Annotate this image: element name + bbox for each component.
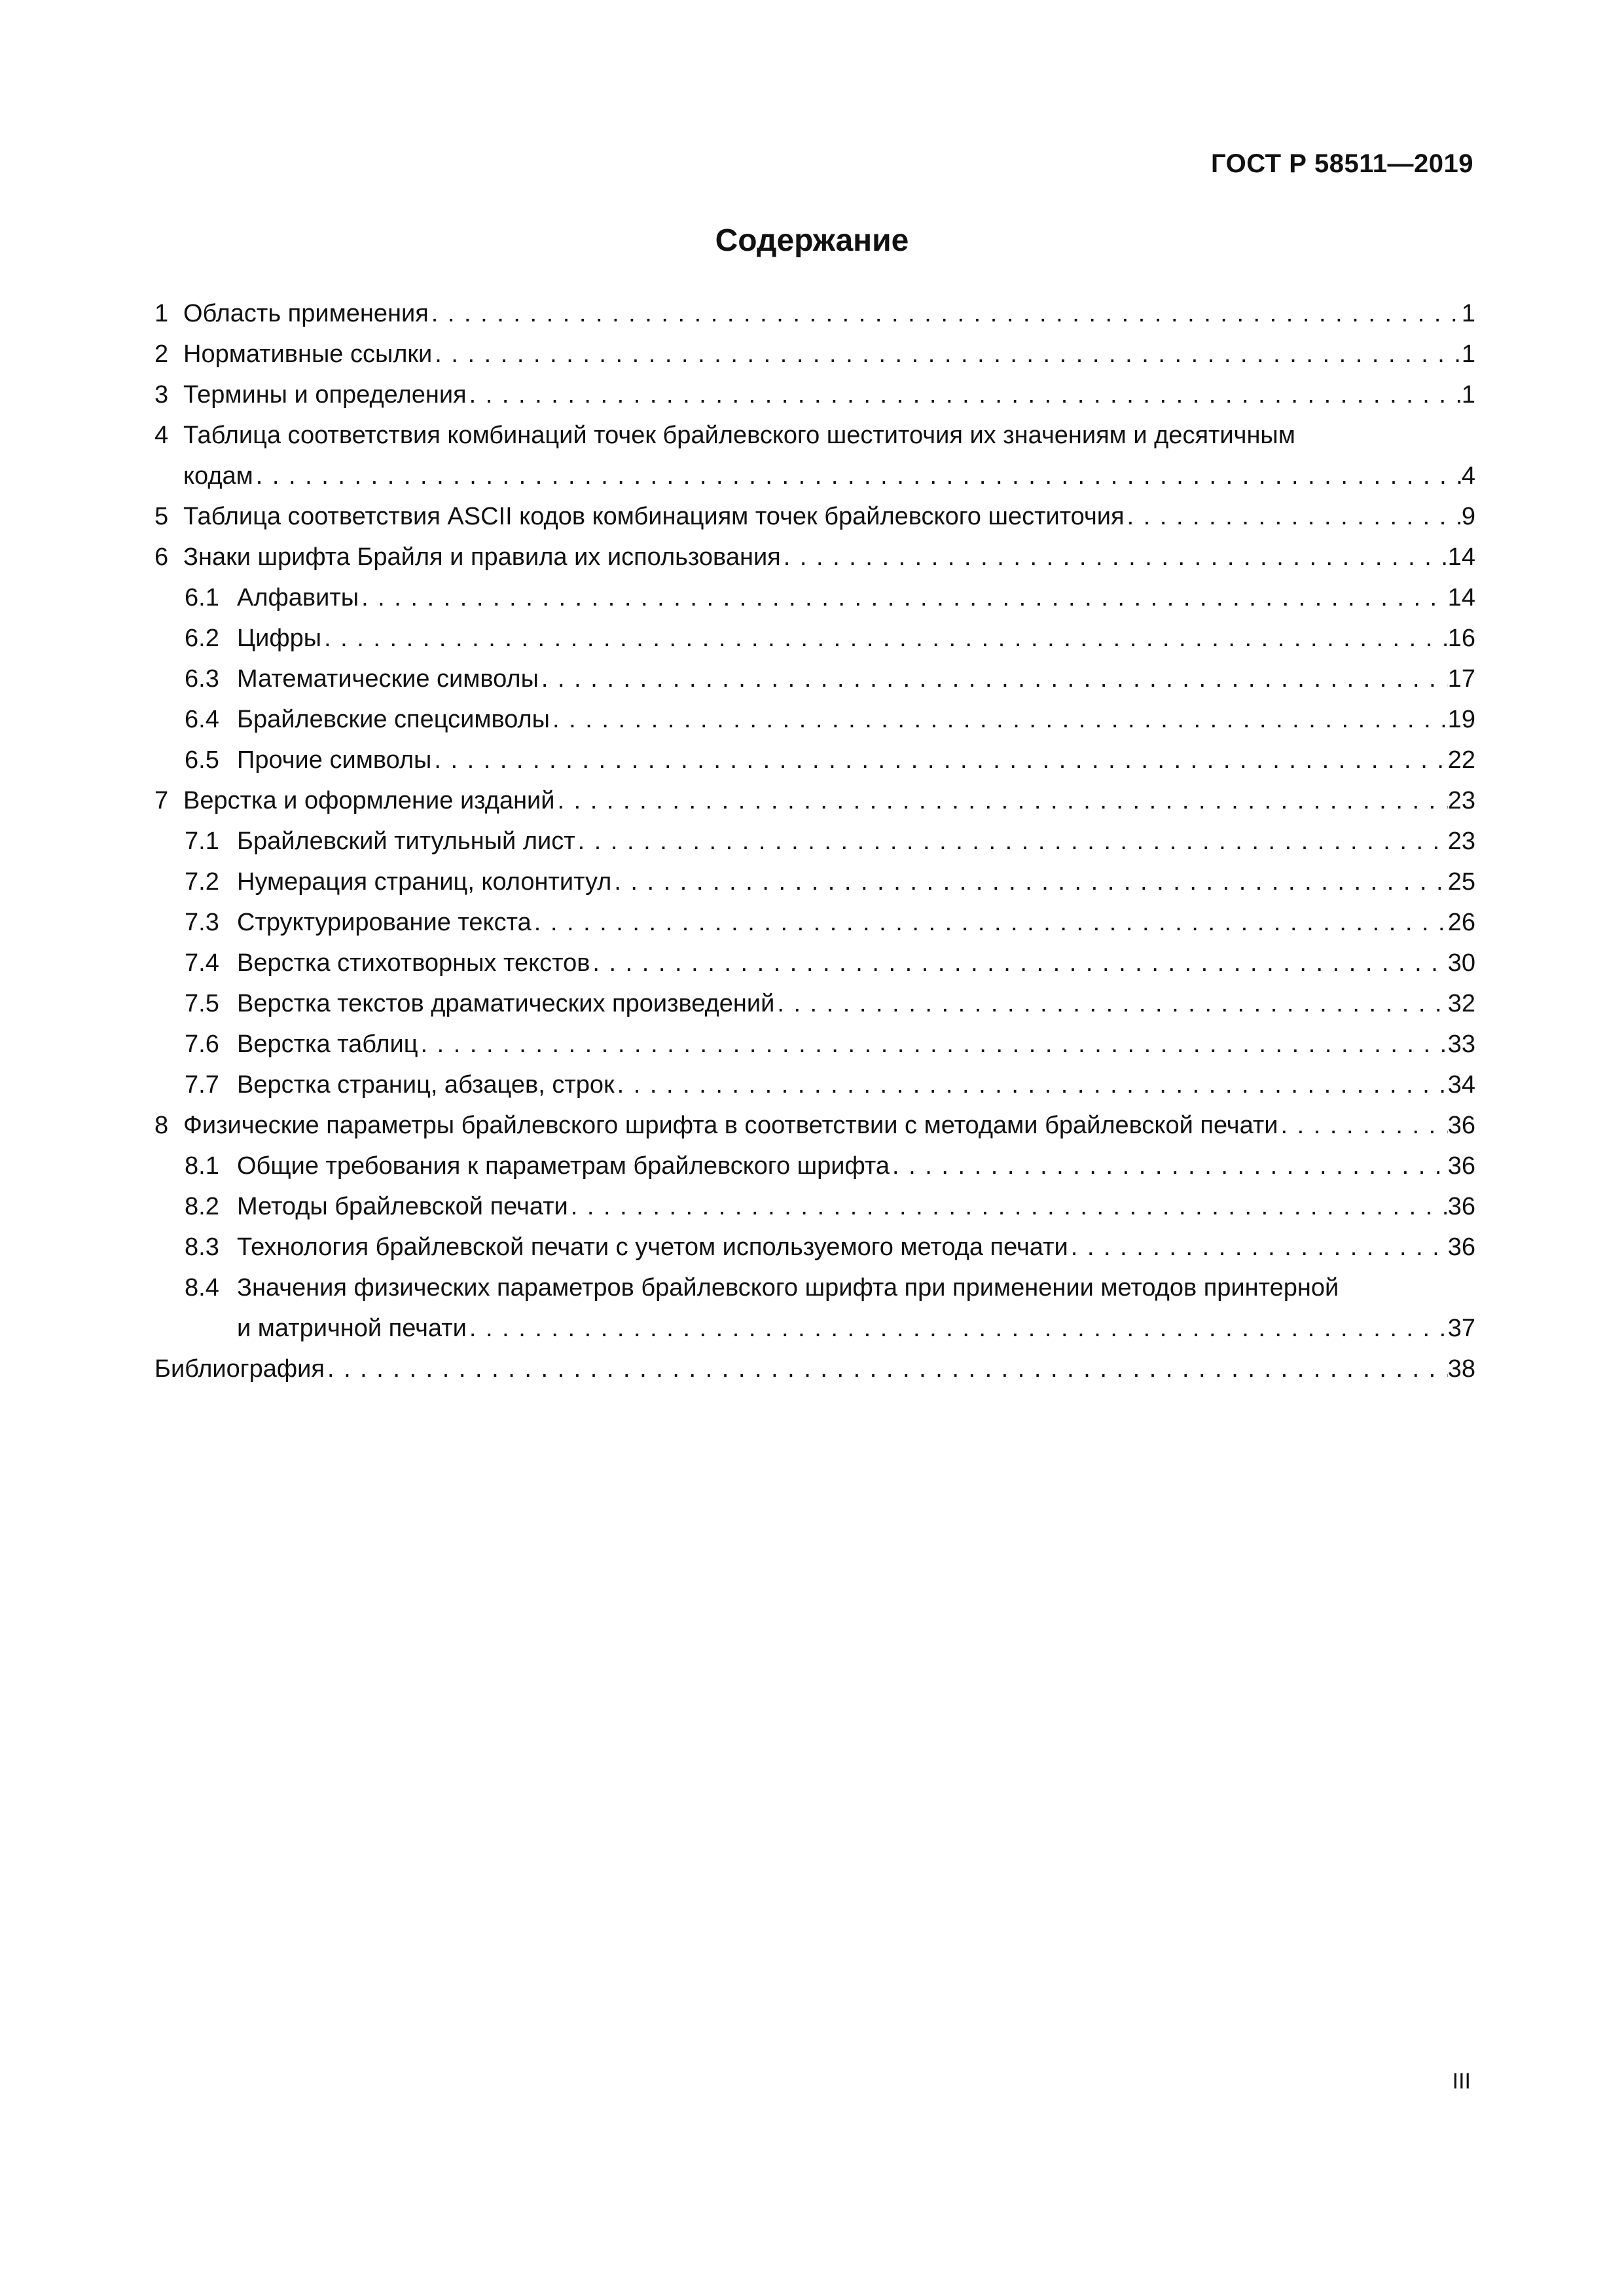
- toc-entry[interactable]: [154, 577, 1475, 618]
- toc-entry-number: 4: [154, 422, 169, 449]
- toc-entry-number: 3: [154, 381, 169, 409]
- toc-entry-page: 33: [1447, 1030, 1475, 1058]
- toc-leader-dots: [359, 577, 1448, 618]
- toc-entry-text: Библиография: [154, 1355, 325, 1383]
- toc-entry-text: Верстка текстов драматических произведений: [237, 990, 775, 1017]
- document-code: ГОСТ Р 58511—2019: [1211, 149, 1473, 178]
- toc-entry-page: 36: [1447, 1152, 1475, 1180]
- toc-leader-dots: [550, 699, 1448, 740]
- toc-leader-dots: [325, 1349, 1448, 1389]
- toc-entry-text: кодам: [183, 462, 253, 490]
- toc-entry-text: Брайлевские спецсимволы: [237, 706, 550, 733]
- toc-entry-number: 1: [154, 300, 169, 327]
- toc-entry-page: 23: [1447, 828, 1475, 855]
- toc-leader-dots: [1125, 496, 1462, 537]
- table-of-contents: [154, 293, 1475, 1389]
- toc-leader-dots: [890, 1146, 1448, 1186]
- toc-entry-text-first-line: Значения физических параметров брайлевского шрифта при применении методов принтерной: [237, 1274, 1339, 1302]
- toc-entry-page: 1: [1461, 381, 1475, 409]
- toc-entry[interactable]: [154, 983, 1475, 1024]
- toc-entry-page: 1: [1461, 300, 1475, 327]
- toc-entry-page: 19: [1447, 706, 1475, 733]
- toc-entry[interactable]: [154, 943, 1475, 983]
- toc-leader-dots: [532, 902, 1448, 943]
- toc-entry-number: 6: [154, 543, 169, 571]
- toc-entry-page: 30: [1447, 949, 1475, 977]
- toc-leader-dots: [774, 983, 1447, 1024]
- toc-entry[interactable]: [154, 334, 1475, 374]
- toc-entry[interactable]: [154, 659, 1475, 699]
- toc-entry-number: 8.2: [185, 1193, 219, 1220]
- toc-entry-number: 6.1: [185, 584, 219, 611]
- toc-entry-text: Методы брайлевской печати: [237, 1193, 568, 1220]
- toc-entry[interactable]: [154, 293, 1475, 334]
- toc-leader-dots: [431, 740, 1447, 780]
- toc-entry[interactable]: [154, 1105, 1475, 1146]
- toc-entry[interactable]: [154, 537, 1475, 577]
- toc-entry[interactable]: [154, 780, 1475, 821]
- toc-leader-dots: [418, 1024, 1448, 1065]
- toc-entry-page: 36: [1447, 1193, 1475, 1220]
- toc-entry-page: 14: [1447, 543, 1475, 571]
- toc-entry-page: 36: [1447, 1112, 1475, 1139]
- toc-leader-dots: [253, 456, 1462, 496]
- toc-entry-text: Термины и определения: [183, 381, 467, 409]
- toc-entry[interactable]: [154, 1349, 1475, 1389]
- toc-entry-text: Верстка страниц, абзацев, строк: [237, 1071, 615, 1099]
- toc-entry-text: Физические параметры брайлевского шрифта в соответствии с методами брайлевской печати: [183, 1112, 1278, 1139]
- toc-entry-text: Цифры: [237, 625, 322, 652]
- toc-entry-page: 17: [1447, 665, 1475, 693]
- toc-entry-page: 38: [1447, 1355, 1475, 1383]
- toc-entry[interactable]: [154, 862, 1475, 902]
- toc-entry[interactable]: [154, 821, 1475, 862]
- toc-entry-number: 6.4: [185, 706, 219, 733]
- toc-entry[interactable]: [154, 699, 1475, 740]
- toc-entry-number: 7.1: [185, 828, 219, 855]
- toc-title: Содержание: [715, 223, 909, 258]
- toc-entry-number: 7.4: [185, 949, 219, 977]
- toc-entry[interactable]: [154, 1227, 1475, 1267]
- toc-entry[interactable]: [154, 1267, 1475, 1349]
- toc-entry[interactable]: [154, 740, 1475, 780]
- toc-entry-text: Область применения: [183, 300, 429, 327]
- toc-entry-page: 22: [1447, 746, 1475, 774]
- toc-entry[interactable]: [154, 496, 1475, 537]
- page-number: III: [1452, 2069, 1471, 2094]
- toc-entry-text: Брайлевский титульный лист: [237, 828, 575, 855]
- toc-entry-text: Общие требования к параметрам брайлевского шрифта: [237, 1152, 890, 1180]
- toc-entry-text: Знаки шрифта Брайля и правила их использования: [183, 543, 781, 571]
- toc-entry-page: 26: [1447, 909, 1475, 936]
- toc-leader-dots: [432, 334, 1462, 374]
- toc-entry-text: Прочие символы: [237, 746, 432, 774]
- toc-leader-dots: [539, 659, 1448, 699]
- toc-entry-page: 36: [1447, 1233, 1475, 1261]
- toc-leader-dots: [1068, 1227, 1448, 1267]
- toc-entry-number: 8.4: [185, 1274, 219, 1302]
- toc-entry-number: 7.3: [185, 909, 219, 936]
- toc-entry-number: 2: [154, 340, 169, 368]
- toc-leader-dots: [467, 1308, 1448, 1349]
- toc-leader-dots: [467, 374, 1462, 415]
- toc-entry-text: Таблица соответствия ASCII кодов комбинациям точек брайлевского шеститочия: [183, 503, 1125, 530]
- toc-entry-number: 8.3: [185, 1233, 219, 1261]
- toc-entry-text: Алфавиты: [237, 584, 359, 611]
- toc-entry-number: 6.2: [185, 625, 219, 652]
- toc-entry[interactable]: [154, 1146, 1475, 1186]
- toc-entry[interactable]: [154, 618, 1475, 659]
- toc-entry-number: 8: [154, 1112, 169, 1139]
- toc-entry-text-first-line: Таблица соответствия комбинаций точек брайлевского шеститочия их значениям и десятичным: [183, 422, 1295, 449]
- toc-leader-dots: [321, 618, 1448, 659]
- toc-entry-page: 4: [1461, 462, 1475, 490]
- toc-leader-dots: [781, 537, 1448, 577]
- toc-entry-text: и матричной печати: [237, 1315, 467, 1342]
- toc-entry-text: Технология брайлевской печати с учетом используемого метода печати: [237, 1233, 1068, 1261]
- toc-entry-page: 16: [1447, 625, 1475, 652]
- toc-entry-page: 34: [1447, 1071, 1475, 1099]
- toc-leader-dots: [555, 780, 1448, 821]
- toc-entry-page: 32: [1447, 990, 1475, 1017]
- toc-entry-number: 7: [154, 787, 169, 814]
- toc-entry-number: 7.7: [185, 1071, 219, 1099]
- toc-entry-number: 7.6: [185, 1030, 219, 1058]
- toc-entry-page: 9: [1461, 503, 1475, 530]
- toc-entry-text: Верстка таблиц: [237, 1030, 418, 1058]
- toc-entry-text: Верстка стихотворных текстов: [237, 949, 590, 977]
- toc-entry-text: Верстка и оформление изданий: [183, 787, 555, 814]
- toc-leader-dots: [590, 943, 1447, 983]
- toc-entry[interactable]: [154, 1186, 1475, 1227]
- toc-entry-number: 7.2: [185, 868, 219, 896]
- toc-entry-number: 7.5: [185, 990, 219, 1017]
- toc-leader-dots: [615, 1065, 1448, 1105]
- toc-entry[interactable]: [154, 374, 1475, 415]
- toc-entry-page: 37: [1447, 1315, 1475, 1342]
- toc-entry[interactable]: [154, 415, 1475, 496]
- toc-entry-text: Нумерация страниц, колонтитул: [237, 868, 612, 896]
- toc-entry-number: 6.3: [185, 665, 219, 693]
- toc-leader-dots: [429, 293, 1462, 334]
- toc-leader-dots: [575, 821, 1448, 862]
- toc-entry-page: 14: [1447, 584, 1475, 611]
- toc-entry-page: 25: [1447, 868, 1475, 896]
- toc-entry-text: Нормативные ссылки: [183, 340, 433, 368]
- toc-entry-text: Математические символы: [237, 665, 539, 693]
- toc-leader-dots: [568, 1186, 1448, 1227]
- toc-entry-number: 8.1: [185, 1152, 219, 1180]
- toc-entry-text: Структурирование текста: [237, 909, 532, 936]
- toc-entry[interactable]: [154, 902, 1475, 943]
- toc-entry-number: 5: [154, 503, 169, 530]
- toc-leader-dots: [611, 862, 1447, 902]
- toc-entry-page: 1: [1461, 340, 1475, 368]
- toc-leader-dots: [1278, 1105, 1448, 1146]
- toc-entry-number: 6.5: [185, 746, 219, 774]
- toc-entry-page: 23: [1447, 787, 1475, 814]
- toc-entry[interactable]: [154, 1024, 1475, 1065]
- toc-entry[interactable]: [154, 1065, 1475, 1105]
